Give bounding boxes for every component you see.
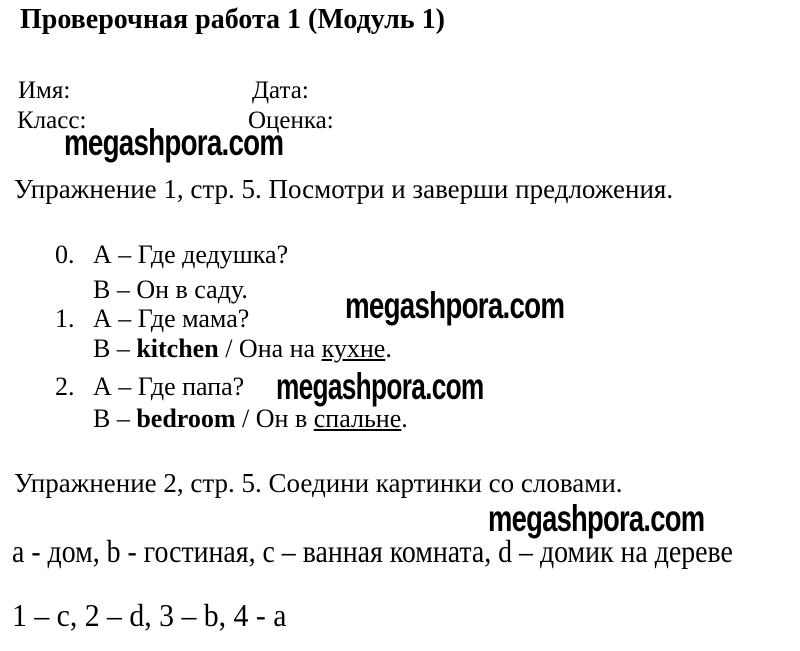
exercise1-item-1-question [55, 306, 249, 332]
answer-english-word: kitchen [136, 334, 219, 363]
watermark-3: megashpora.com [276, 366, 484, 407]
page-title: Проверочная работа 1 (Модуль 1) [20, 4, 445, 35]
watermark-4: megashpora.com [488, 498, 705, 539]
exercise2-options-line: a - дом, b - гостиная, c – ванная комната, d – домик на дереве [12, 533, 733, 569]
answer-mid-text: / Она на [218, 334, 322, 363]
answer-suffix-text: . [385, 334, 392, 363]
answer-text: В – [93, 404, 137, 433]
answer-text: В – Он в саду. [93, 275, 248, 304]
item-number: 2. [55, 372, 75, 401]
item-number: 1. [55, 304, 75, 333]
answer-underlined-word: кухне [321, 334, 386, 363]
answer-underlined-word: спальне [313, 404, 402, 433]
exercise1-item-0-question [55, 242, 288, 268]
exercise2-answers-line: 1 – c, 2 – d, 3 – b, 4 - a [12, 597, 287, 633]
watermark-2: megashpora.com [345, 285, 565, 326]
question-text: А – Где папа? [93, 372, 245, 401]
watermark-1: megashpora.com [64, 122, 284, 163]
date-label: Дата: [252, 77, 309, 104]
exercise2-heading: Упражнение 2, стр. 5. Соедини картинки со словами. [14, 468, 623, 498]
answer-text: В – [93, 334, 137, 363]
exercise1-item-0-answer [93, 277, 248, 303]
item-number: 0. [55, 240, 75, 269]
exercise1-item-1-answer [93, 336, 392, 362]
answer-mid-text: / Он в [235, 404, 314, 433]
answer-suffix-text: . [401, 404, 408, 433]
grade-label: Оценка: [248, 107, 334, 134]
question-text: А – Где мама? [93, 304, 250, 333]
exercise1-item-2-question [55, 374, 244, 400]
exercise1-heading: Упражнение 1, стр. 5. Посмотри и заверши предложения. [14, 174, 674, 204]
class-label: Класс: [17, 107, 87, 134]
exercise1-item-2-answer [93, 406, 408, 432]
question-text: А – Где дедушка? [93, 240, 289, 269]
answer-english-word: bedroom [136, 404, 236, 433]
name-label: Имя: [18, 77, 71, 104]
